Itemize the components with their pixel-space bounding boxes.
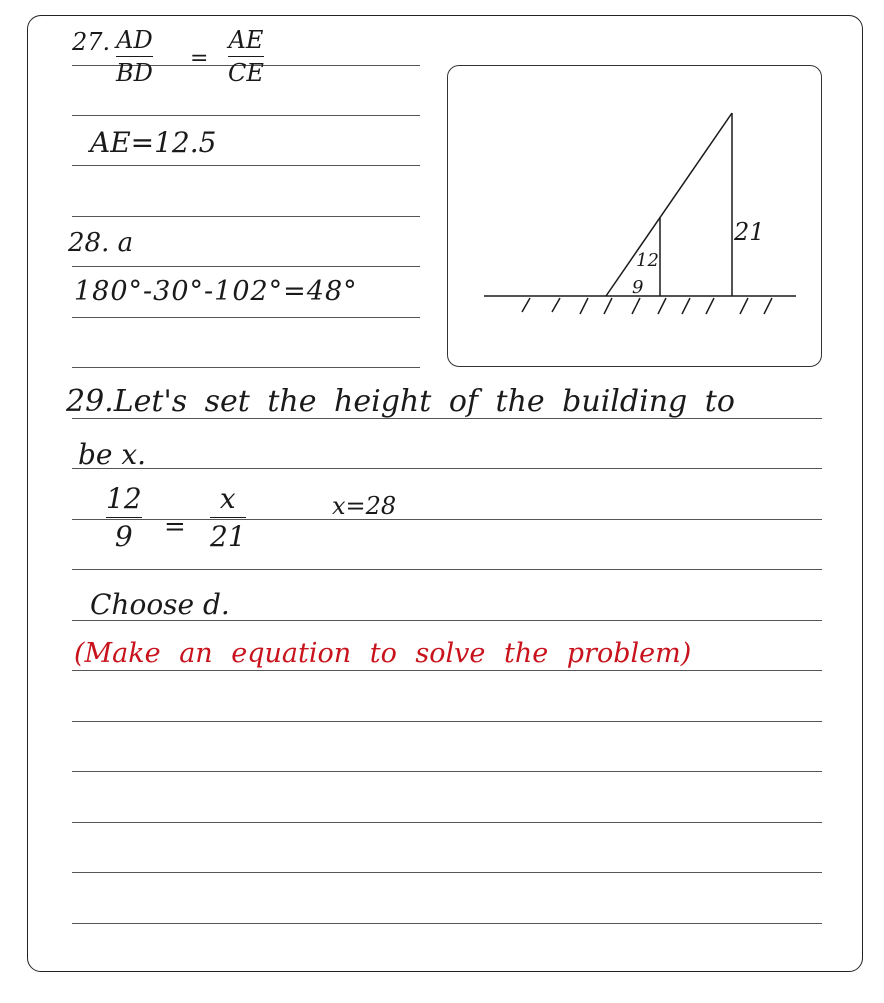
q28-calc: 180°-30°-102°=48°: [74, 276, 358, 307]
label-stick-base: 9: [632, 277, 644, 298]
q27-right-fraction: [228, 26, 264, 87]
q27-answer: AE=12.5: [90, 126, 217, 159]
fraction-bar: [106, 517, 142, 518]
q28-header: 28. a: [68, 228, 134, 258]
q29-choice: Choose d.: [90, 588, 230, 621]
label-stick-height: 12: [636, 250, 659, 271]
ruled-line: [72, 165, 420, 166]
ruled-line: [72, 670, 822, 671]
fraction-bar: [210, 517, 246, 518]
ruled-line: [72, 115, 420, 116]
q27-right-denominator: CE: [228, 59, 264, 87]
ruled-line: [72, 822, 822, 823]
ruled-line: [72, 468, 822, 469]
q29-line2: be x.: [78, 438, 147, 471]
label-building-height: 21: [734, 218, 765, 246]
q27-left-denominator: BD: [116, 59, 153, 87]
ruled-line: [72, 771, 822, 772]
q29-equals: =: [164, 512, 186, 542]
ruled-line: [72, 317, 420, 318]
fraction-bar: [228, 56, 264, 57]
q27-right-numerator: AE: [228, 26, 264, 54]
ruled-line: [72, 266, 420, 267]
q29-result: x=28: [332, 492, 397, 520]
q29-teacher-note: (Make an equation to solve the problem): [74, 638, 692, 669]
q29-line1: 29.Let's set the height of the building to: [66, 384, 735, 419]
q27-left-fraction: [116, 26, 153, 87]
q29-left-fraction: [106, 482, 142, 553]
q29-left-numerator: 12: [106, 482, 142, 515]
diagram-frame: [447, 65, 822, 367]
ruled-line: [72, 216, 420, 217]
q27-left-numerator: AD: [116, 26, 153, 54]
ruled-line: [72, 721, 822, 722]
ruled-line: [72, 367, 420, 368]
ruled-line: [72, 872, 822, 873]
q27-number: 27.: [72, 28, 111, 56]
q29-left-denominator: 9: [114, 520, 133, 553]
ruled-line: [72, 569, 822, 570]
fraction-bar: [116, 56, 153, 57]
q29-right-denominator: 21: [210, 520, 246, 553]
q29-right-fraction: [210, 482, 246, 553]
q29-right-numerator: x: [219, 482, 236, 515]
ruled-line: [72, 923, 822, 924]
q27-equals: =: [190, 46, 209, 71]
